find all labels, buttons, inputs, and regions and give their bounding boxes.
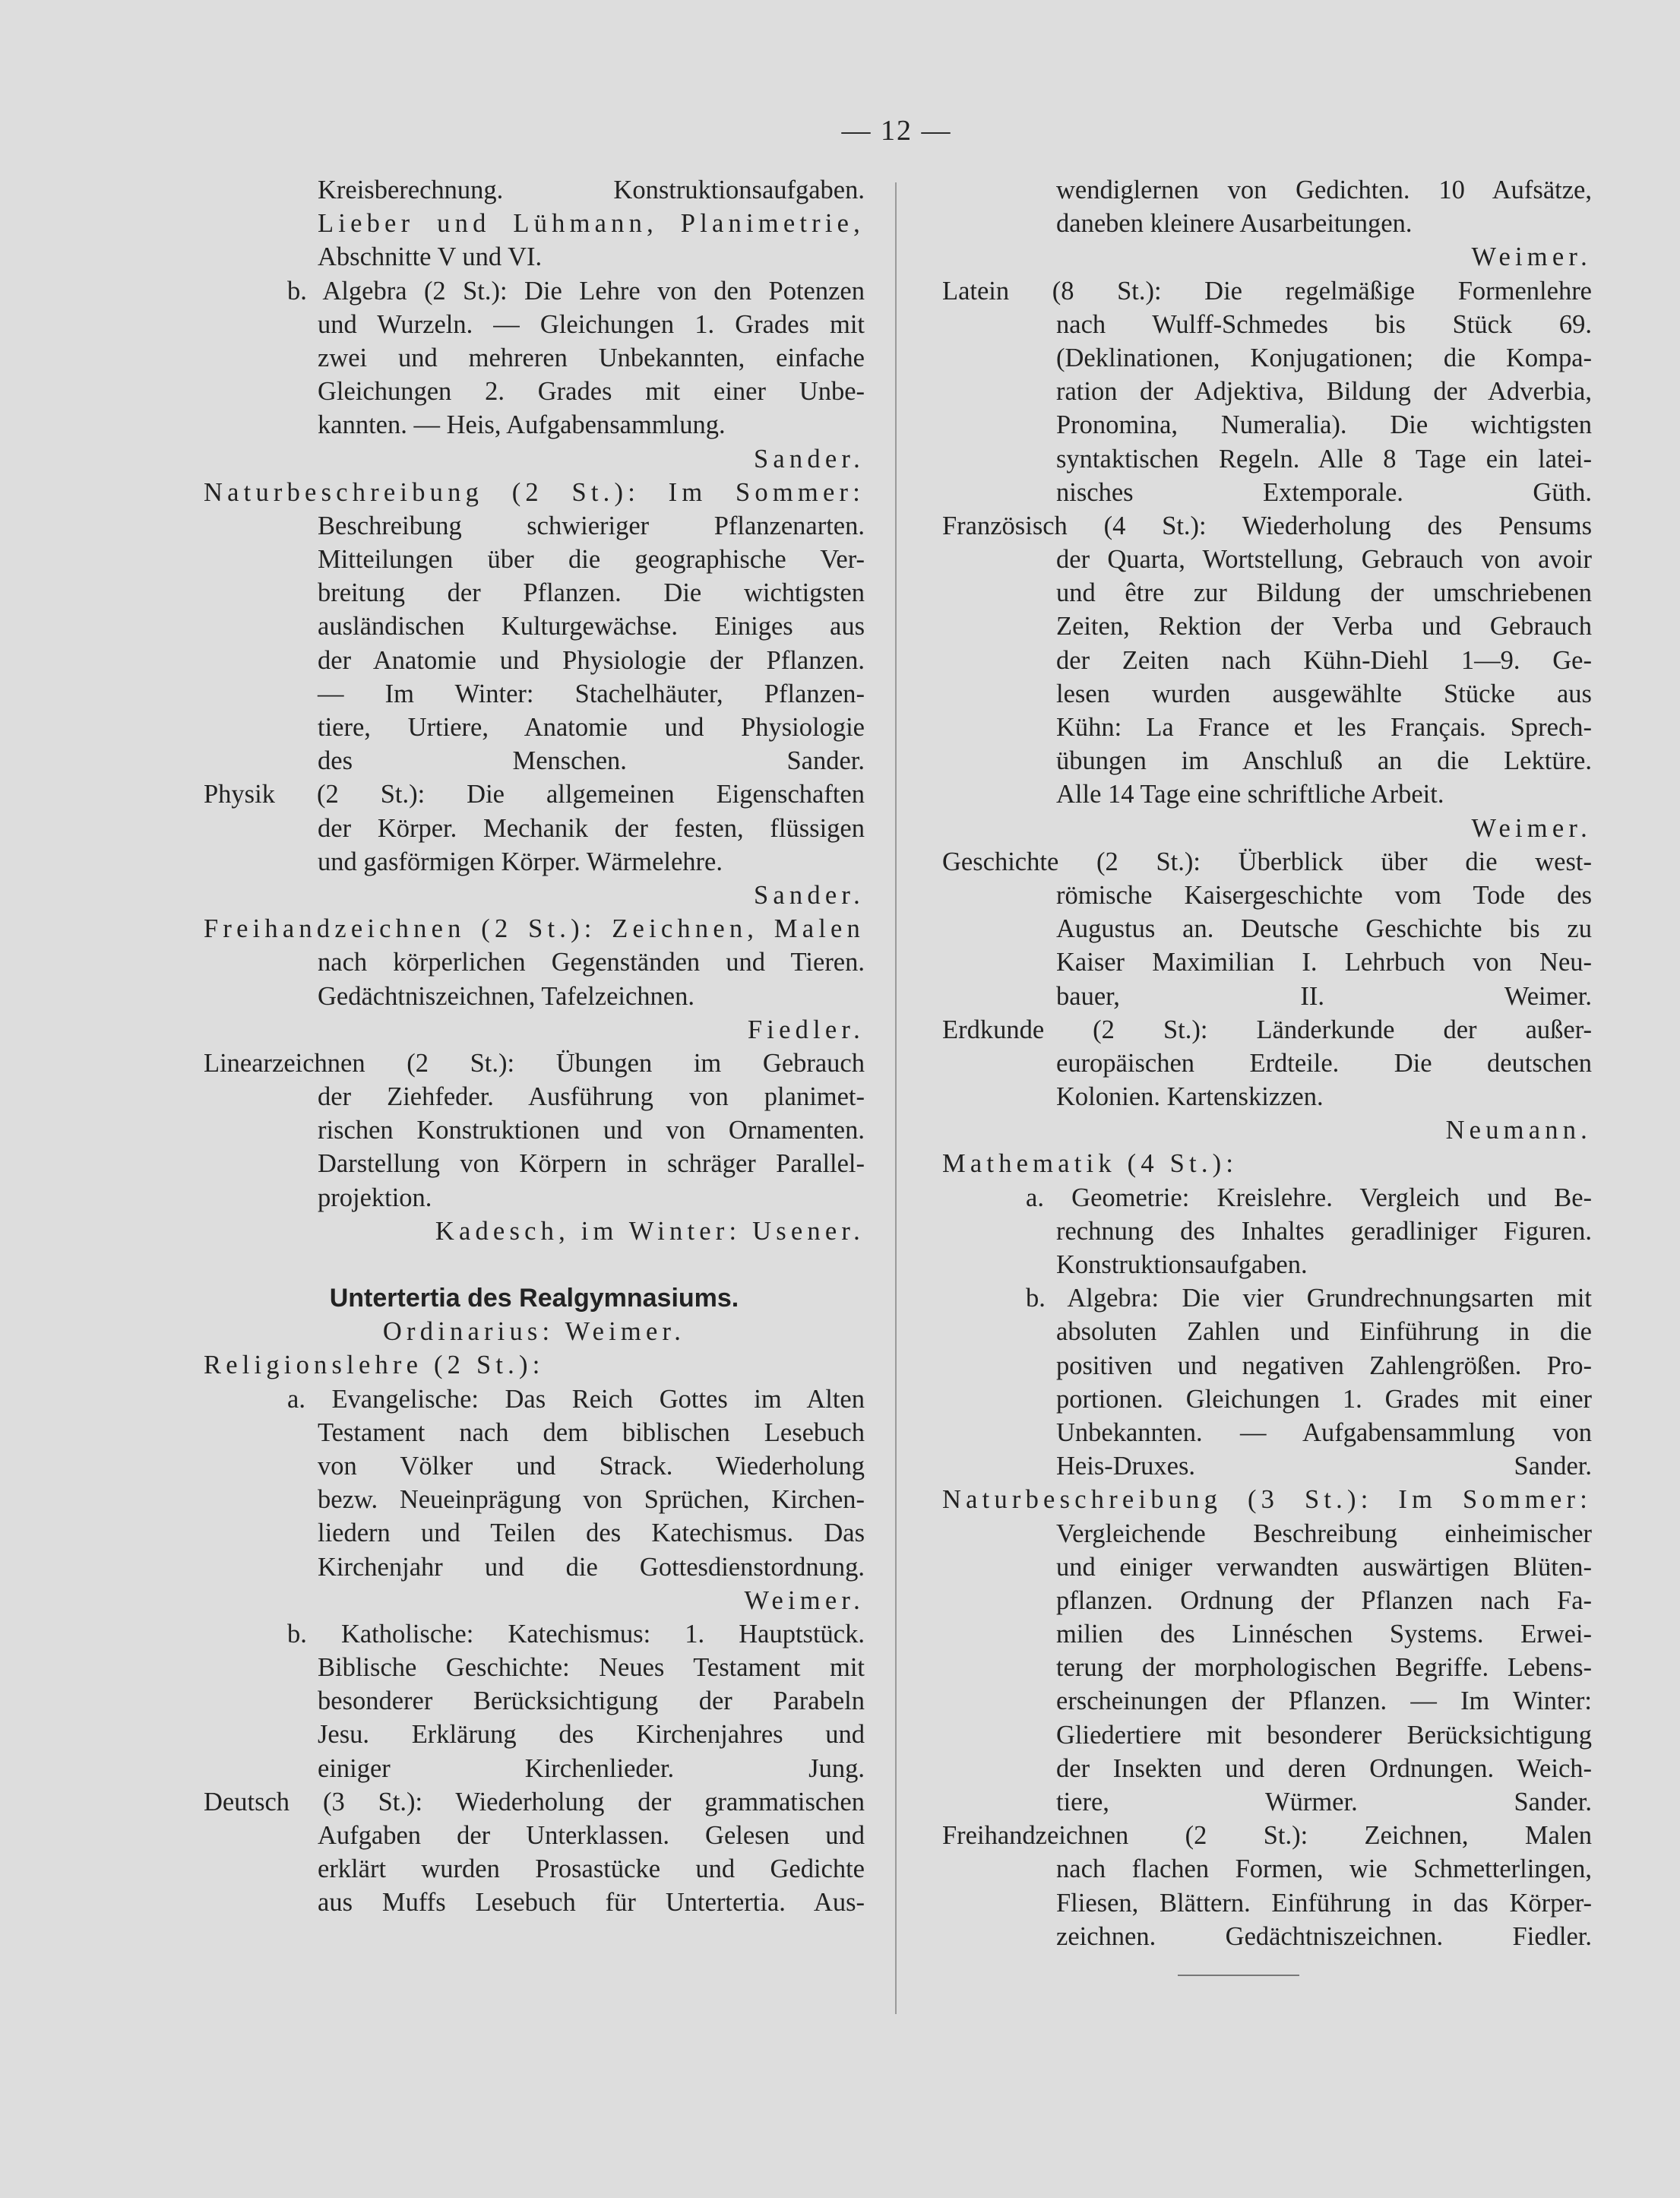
text-line: europäischen Erdteile. Die deutschen — [1056, 1048, 1592, 1078]
text-line: positiven und negativen Zahlengrößen. Pro- — [1056, 1351, 1592, 1380]
text-line: wendiglernen von Gedichten. 10 Aufsätze, — [1056, 176, 1592, 204]
text-line: Latein (8 St.): Die regelmäßige Formenlehre — [942, 276, 1592, 306]
end-rule — [1178, 1975, 1299, 1976]
text-line: tiere, Urtiere, Anatomie und Physiologie — [318, 713, 865, 742]
text-line: und einiger verwandten auswärtigen Blüten- — [1056, 1552, 1592, 1582]
text-line: Unbekannten. — Aufgabensammlung von — [1056, 1417, 1592, 1447]
text-line: Aufgaben der Unterklassen. Gelesen und — [318, 1821, 865, 1850]
text-line: Kadesch, im Winter: Usener. — [435, 1216, 865, 1246]
text-line: nisches Extemporale. Güth. — [1056, 477, 1592, 507]
text-line: Französisch (4 St.): Wiederholung des Pensums — [942, 511, 1592, 540]
text-line: erklärt wurden Prosastücke und Gedichte — [318, 1854, 865, 1884]
text-line: Untertertia des Realgymnasiums. — [329, 1284, 739, 1313]
text-line: Alle 14 Tage eine schriftliche Arbeit. — [1056, 780, 1444, 809]
text-line: Neumann. — [1445, 1116, 1592, 1145]
text-line: Testament nach dem biblischen Lesebuch — [318, 1417, 865, 1447]
text-line: Linearzeichnen (2 St.): Übungen im Gebrauch — [204, 1048, 865, 1078]
text-line: tiere, Würmer. Sander. — [1056, 1788, 1592, 1816]
text-line: ausländischen Kulturgewächse. Einiges aus — [318, 612, 865, 641]
text-line: Konstruktionsaufgaben. — [1056, 1250, 1308, 1279]
text-line: nach körperlichen Gegenständen und Tieren. — [318, 948, 865, 977]
text-line: (Deklinationen, Konjugationen; die Kompa- — [1056, 343, 1592, 372]
text-line: Weimer. — [1471, 813, 1592, 843]
text-line: Kühn: La France et les Français. Sprech- — [1056, 713, 1592, 742]
text-line: der Quarta, Wortstellung, Gebrauch von avoir — [1056, 545, 1592, 575]
text-line: und gasförmigen Körper. Wärmelehre. — [318, 847, 723, 876]
text-line: rischen Konstruktionen und von Ornamenten. — [318, 1116, 865, 1145]
right-column — [942, 173, 1592, 1976]
text-line: Mathematik (4 St.): — [942, 1149, 1239, 1179]
text-line: und être zur Bildung der umschriebenen — [1056, 578, 1592, 608]
text-line: milien des Linnéschen Systems. Erwei- — [1056, 1620, 1592, 1649]
text-line: Abschnitte V und VI. — [318, 242, 543, 272]
text-line: pflanzen. Ordnung der Pflanzen nach Fa- — [1056, 1585, 1592, 1615]
text-line: Jesu. Erklärung des Kirchenjahres und — [318, 1720, 865, 1750]
text-line: terung der morphologischen Begriffe. Lebens- — [1056, 1653, 1592, 1683]
text-line: daneben kleinere Ausarbeitungen. — [1056, 209, 1413, 239]
text-line: Freihandzeichnen (2 St.): Zeichnen, Malen — [942, 1821, 1592, 1851]
text-line: Gleichungen 2. Grades mit einer Unbe- — [318, 377, 865, 407]
text-line: Ordinarius: Weimer. — [382, 1317, 686, 1347]
text-line: syntaktischen Regeln. Alle 8 Tage ein latei- — [1056, 444, 1592, 473]
text-line: nach Wulff-Schmedes bis Stück 69. — [1056, 309, 1592, 339]
text-line: breitung der Pflanzen. Die wichtigsten — [318, 578, 865, 608]
page-number: — 12 — — [841, 115, 952, 147]
left-column — [204, 173, 865, 1920]
text-line: zwei und mehreren Unbekannten, einfache — [318, 343, 865, 372]
text-line: Naturbeschreibung (2 St.): Im Sommer: — [204, 477, 865, 507]
text-line: Fliesen, Blättern. Einführung in das Körper- — [1056, 1888, 1592, 1918]
text-line: Zeiten, Rektion der Verba und Gebrauch — [1056, 612, 1592, 641]
text-line: lesen wurden ausgewählte Stücke aus — [1056, 679, 1592, 708]
text-line: Kaiser Maximilian I. Lehrbuch von Neu- — [1056, 948, 1592, 977]
text-line: rechnung des Inhaltes geradliniger Figuren. — [1056, 1216, 1592, 1246]
text-line: b. Algebra: Die vier Grundrechnungsarten mit — [1026, 1284, 1592, 1313]
text-line: der Anatomie und Physiologie der Pflanzen. — [318, 645, 865, 675]
text-line: Gedächtniszeichnen, Tafelzeichnen. — [318, 981, 694, 1011]
text-line: b. Katholische: Katechismus: 1. Hauptstück. — [287, 1619, 865, 1648]
text-line: Beschreibung schwieriger Pflanzenarten. — [318, 511, 865, 540]
text-line: römische Kaisergeschichte vom Tode des — [1056, 880, 1592, 910]
text-line: projektion. — [318, 1183, 432, 1212]
text-line: a. Evangelische: Das Reich Gottes im Alten — [287, 1384, 865, 1414]
text-line: einiger Kirchenlieder. Jung. — [318, 1753, 865, 1783]
text-line: Sander. — [754, 880, 865, 910]
text-line: Biblische Geschichte: Neues Testament mit — [318, 1653, 865, 1683]
text-line: Pronomina, Numeralia). Die wichtigsten — [1056, 410, 1592, 440]
text-line: b. Algebra (2 St.): Die Lehre von den Potenzen — [287, 276, 865, 306]
text-line: besonderer Berücksichtigung der Parabeln — [318, 1687, 865, 1716]
text-line: Augustus an. Deutsche Geschichte bis zu — [1056, 914, 1592, 944]
text-line: Naturbeschreibung (3 St.): Im Sommer: — [942, 1485, 1592, 1515]
text-line: Kolonien. Kartenskizzen. — [1056, 1082, 1324, 1112]
text-line: Kirchenjahr und die Gottesdienstordnung. — [318, 1552, 865, 1582]
text-line: übungen im Anschluß an die Lektüre. — [1056, 746, 1592, 776]
text-line: bezw. Neueinprägung von Sprüchen, Kirchen- — [318, 1485, 865, 1515]
text-line: nach flachen Formen, wie Schmetterlingen, — [1056, 1854, 1592, 1884]
text-line: Erdkunde (2 St.): Länderkunde der außer- — [942, 1015, 1592, 1044]
text-line: — Im Winter: Stachelhäuter, Pflanzen- — [318, 679, 865, 708]
text-line: Heis-Druxes. Sander. — [1056, 1452, 1592, 1481]
text-line: der Zeiten nach Kühn-Diehl 1—9. Ge- — [1056, 645, 1592, 675]
text-line: Gliedertiere mit besonderer Berücksichtigung — [1056, 1720, 1592, 1750]
text-line: Fiedler. — [747, 1015, 865, 1044]
text-line: ration der Adjektiva, Bildung der Adverbia, — [1056, 377, 1592, 407]
text-line: Vergleichende Beschreibung einheimischer — [1056, 1519, 1592, 1548]
text-line: Deutsch (3 St.): Wiederholung der grammatischen — [204, 1787, 865, 1816]
text-line: bauer, II. Weimer. — [1056, 981, 1592, 1011]
text-line: liedern und Teilen des Katechismus. Das — [318, 1519, 865, 1548]
text-line: a. Geometrie: Kreislehre. Vergleich und Be- — [1026, 1183, 1592, 1212]
text-line: und Wurzeln. — Gleichungen 1. Grades mit — [318, 309, 865, 339]
text-line: Mitteilungen über die geographische Ver- — [318, 545, 865, 575]
text-line: Physik (2 St.): Die allgemeinen Eigenschaften — [204, 780, 865, 809]
text-line: Geschichte (2 St.): Überblick über die west- — [942, 847, 1592, 876]
text-line: Weimer. — [1471, 242, 1592, 272]
text-line: Freihandzeichnen (2 St.): Zeichnen, Malen — [204, 914, 865, 944]
text-line: zeichnen. Gedächtniszeichnen. Fiedler. — [1056, 1921, 1592, 1951]
text-line — [204, 1248, 865, 1281]
text-line: von Völker und Strack. Wiederholung — [318, 1451, 865, 1481]
text-line: der Ziehfeder. Ausführung von planimet- — [318, 1082, 865, 1112]
text-line: Religionslehre (2 St.): — [204, 1351, 545, 1380]
text-line: Kreisberechnung. Konstruktionsaufgaben. — [318, 176, 865, 204]
text-line: des Menschen. Sander. — [318, 746, 865, 776]
text-line: erscheinungen der Pflanzen. — Im Winter: — [1056, 1687, 1592, 1716]
text-line: aus Muffs Lesebuch für Untertertia. Aus- — [318, 1888, 865, 1918]
text-line: portionen. Gleichungen 1. Grades mit einer — [1056, 1384, 1592, 1414]
text-line: Darstellung von Körpern in schräger Parallel- — [318, 1149, 865, 1179]
text-line: absoluten Zahlen und Einführung in die — [1056, 1317, 1592, 1347]
text-line: der Körper. Mechanik der festen, flüssigen — [318, 813, 865, 843]
text-line: Sander. — [754, 444, 865, 473]
text-line: Weimer. — [744, 1585, 865, 1615]
text-line: Lieber und Lühmann, Planimetrie, — [318, 209, 865, 239]
text-line: kannten. — Heis, Aufgabensammlung. — [318, 410, 726, 440]
text-line: der Insekten und deren Ordnungen. Weich- — [1056, 1753, 1592, 1783]
column-divider — [895, 182, 897, 2014]
